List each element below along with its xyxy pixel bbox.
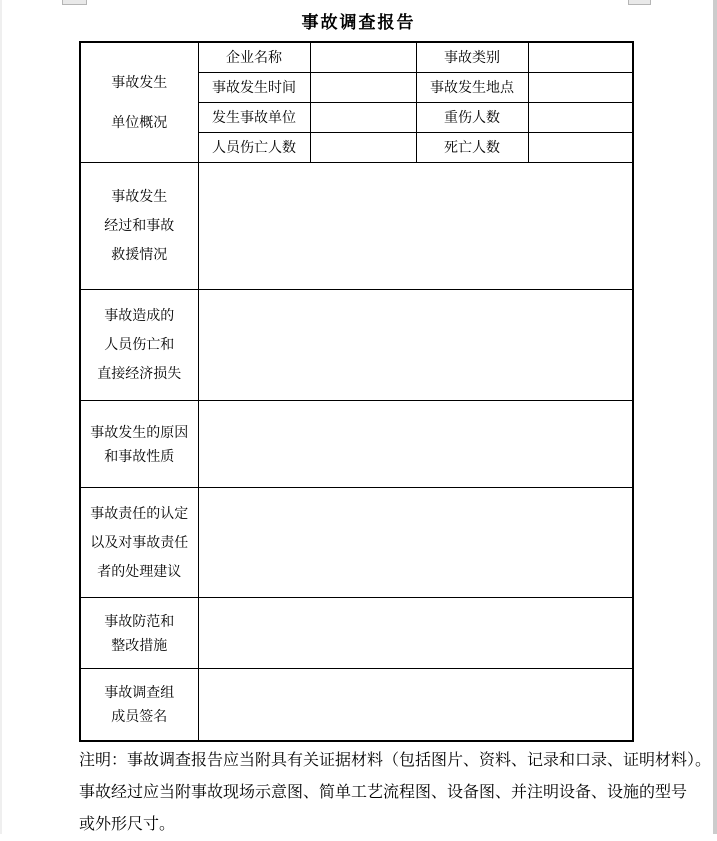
table-row — [80, 487, 633, 597]
section-label-line: 直接经济损失 — [97, 365, 182, 381]
field-casualties-loss[interactable] — [198, 289, 633, 400]
section-label-line: 事故发生 — [111, 74, 168, 91]
field-responsibility[interactable] — [198, 487, 633, 597]
label-serious-injuries: 重伤人数 — [416, 102, 528, 132]
field-serious-injuries[interactable] — [528, 102, 633, 132]
footer-note-line: 注明：事故调查报告应当附具有关证据材料（包括图片、资料、记录和口录、证明材料）。 — [79, 752, 712, 769]
field-accident-location[interactable] — [528, 72, 633, 102]
section-label-team-signatures — [80, 668, 198, 741]
section-label-line: 救援情况 — [111, 246, 168, 262]
label-accident-time: 事故发生时间 — [198, 72, 310, 102]
table-row — [80, 289, 633, 400]
label-casualty-count: 人员伤亡人数 — [198, 132, 310, 162]
section-label-line: 经过和事故 — [104, 217, 175, 233]
label-accident-category: 事故类别 — [416, 42, 528, 72]
section-label-line: 整改措施 — [111, 636, 168, 653]
section-label-prevention — [80, 597, 198, 668]
section-label-line: 者的处理建议 — [97, 562, 182, 579]
table-row — [80, 400, 633, 487]
field-death-count[interactable] — [528, 132, 633, 162]
section-label-casualties-loss — [80, 289, 198, 400]
table-row — [80, 597, 633, 668]
label-enterprise-name: 企业名称 — [198, 42, 310, 72]
label-accident-location: 事故发生地点 — [416, 72, 528, 102]
accident-report-table — [79, 41, 634, 742]
section-label-cause-nature — [80, 400, 198, 487]
section-label-course-rescue — [80, 162, 198, 289]
footer-note — [79, 745, 712, 841]
section-label-line: 事故发生的原因 — [90, 423, 189, 440]
field-prevention[interactable] — [198, 597, 633, 668]
section-label-line: 和事故性质 — [104, 447, 175, 464]
table-row — [80, 668, 633, 741]
table-row — [80, 162, 633, 289]
scrollbar-track[interactable] — [713, 0, 717, 834]
section-label-line: 单位概况 — [111, 114, 168, 131]
section-label-line: 事故调查组 — [104, 684, 175, 701]
section-label-unit-overview — [80, 42, 198, 162]
footer-note-line: 事故经过应当附事故现场示意图、简单工艺流程图、设备图、并注明设备、设施的型号 — [79, 784, 688, 801]
ruler-margin-marker-right — [628, 0, 651, 5]
section-label-line: 事故造成的 — [104, 307, 175, 323]
field-accident-unit[interactable] — [310, 102, 416, 132]
field-enterprise-name[interactable] — [310, 42, 416, 72]
field-course-rescue[interactable] — [198, 162, 633, 289]
field-team-signatures[interactable] — [198, 668, 633, 741]
label-death-count: 死亡人数 — [416, 132, 528, 162]
section-label-line: 人员伤亡和 — [104, 336, 175, 352]
section-label-line: 事故发生 — [111, 188, 168, 204]
ruler-margin-marker-left — [62, 0, 87, 5]
field-cause-nature[interactable] — [198, 400, 633, 487]
section-label-line: 事故防范和 — [104, 612, 175, 629]
label-accident-unit: 发生事故单位 — [198, 102, 310, 132]
field-accident-time[interactable] — [310, 72, 416, 102]
page-title: 事故调查报告 — [301, 13, 416, 32]
section-label-line: 成员签名 — [111, 708, 168, 725]
field-casualty-count[interactable] — [310, 132, 416, 162]
section-label-responsibility — [80, 487, 198, 597]
page-edge-strip-left — [0, 0, 2, 834]
footer-note-line: 或外形尺寸。 — [79, 816, 176, 833]
table-row — [80, 42, 633, 72]
section-label-line: 事故责任的认定 — [90, 504, 189, 521]
section-label-line: 以及对事故责任 — [90, 533, 189, 550]
field-accident-category[interactable] — [528, 42, 633, 72]
